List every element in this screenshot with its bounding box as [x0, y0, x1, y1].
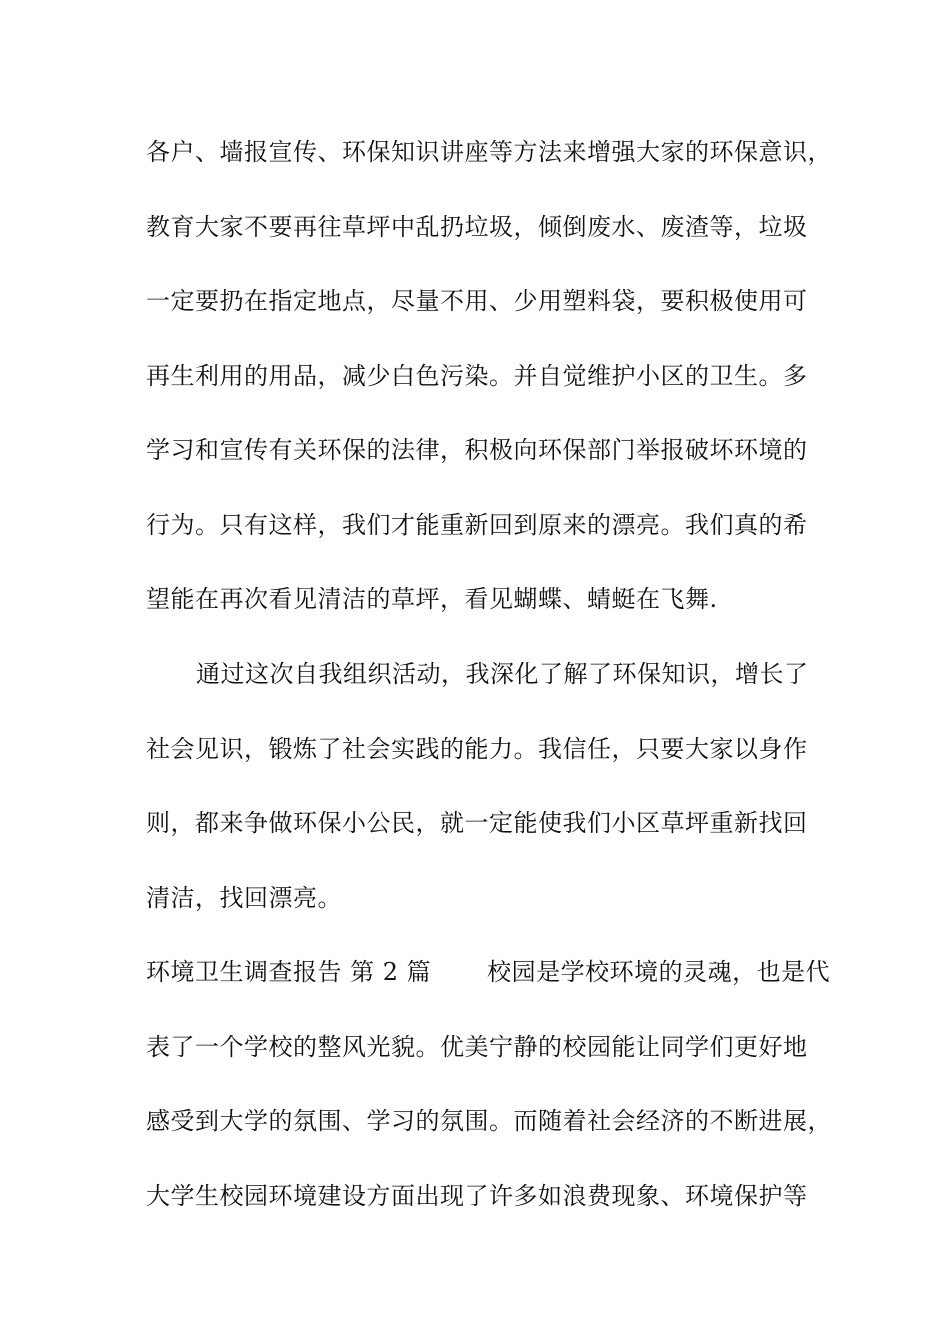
paragraph-line: 一定要扔在指定地点，尽量不用、少用塑料袋，要积极使用可 — [146, 287, 808, 315]
paragraph-line: 通过这次自我组织活动，我深化了解了环保知识，增长了 — [196, 660, 809, 688]
section-first-text: 校园是学校环境的灵魂，也是代 — [487, 958, 831, 986]
paragraph-line: 大学生校园环境建设方面出现了许多如浪费现象、环境保护等 — [146, 1182, 808, 1210]
section-title: 环境卫生调查报告 第 2 篇 — [146, 958, 432, 986]
paragraph-line: 则，都来争做环保小公民，就一定能使我们小区草坪重新找回 — [146, 809, 808, 837]
paragraph-line: 清洁，找回漂亮。 — [146, 884, 342, 912]
paragraph-line: 再生利用的用品，减少白色污染。并自觉维护小区的卫生。多 — [146, 362, 808, 390]
paragraph-line: 教育大家不要再往草坪中乱扔垃圾，倾倒废水、废渣等，垃圾 — [146, 213, 808, 241]
paragraph-line: 社会见识，锻炼了社会实践的能力。我信任，只要大家以身作 — [146, 735, 808, 763]
section-heading-line — [146, 952, 846, 992]
paragraph-line: 学习和宣传有关环保的法律，积极向环保部门举报破坏环境的 — [146, 436, 808, 464]
paragraph-line: 望能在再次看见清洁的草坪，看见蝴蝶、蜻蜓在飞舞. — [146, 585, 718, 613]
paragraph-line: 感受到大学的氛围、学习的氛围。而随着社会经济的不断进展， — [146, 1107, 832, 1135]
paragraph-line: 各户、墙报宣传、环保知识讲座等方法来增强大家的环保意识， — [146, 138, 832, 166]
paragraph-line: 行为。只有这样，我们才能重新回到原来的漂亮。我们真的希 — [146, 511, 808, 539]
paragraph-line: 表了一个学校的整风光貌。优美宁静的校园能让同学们更好地 — [146, 1033, 808, 1061]
